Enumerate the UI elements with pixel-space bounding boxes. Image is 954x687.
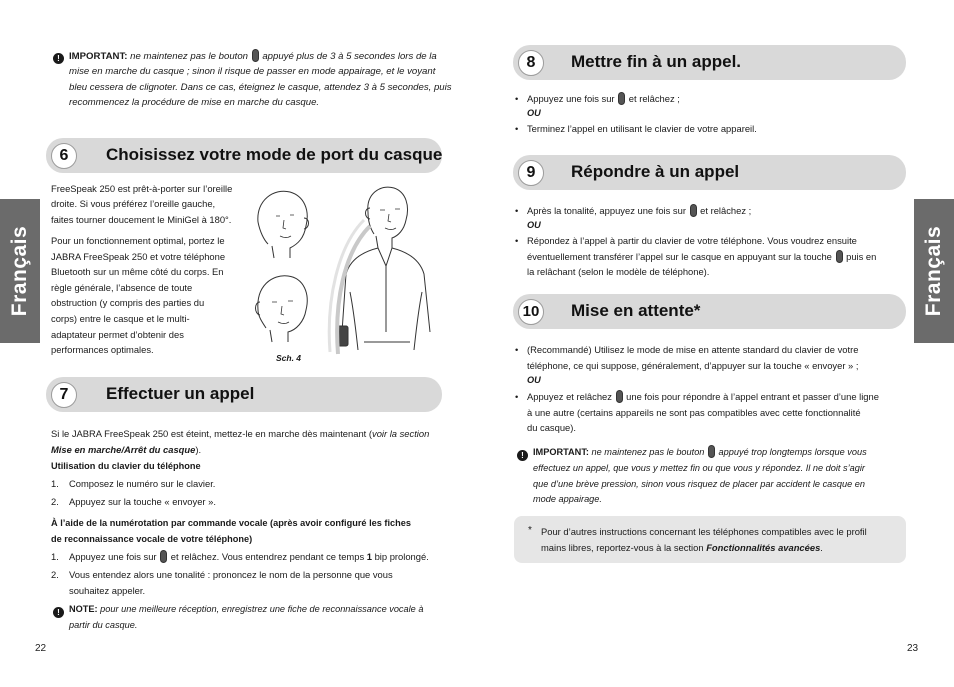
bullet-item: • Terminez l’appel en utilisant le clavier de votre appareil. bbox=[515, 123, 757, 134]
language-tab-right bbox=[914, 199, 954, 343]
headset-button-icon bbox=[618, 92, 625, 105]
footnote-box bbox=[514, 516, 906, 563]
section-10-header bbox=[513, 294, 906, 329]
section-7-header bbox=[46, 377, 442, 412]
section-number: 8 bbox=[518, 50, 544, 76]
bullet-item: • Appuyez une fois sur et relâchez ; bbox=[515, 93, 680, 104]
headset-button-icon bbox=[616, 390, 623, 403]
section-6-para-2: Pour un fonctionnement optimal, portez le JABRA FreeSpeak 250 et votre téléphone Bluetooth sur un même côté du corps. En règle générale, l’absence de toute obstruction (y compris des parties du corps) entre le casque et le multi- adaptateur permet d’obtenir des performances optimales. bbox=[51, 235, 226, 356]
section-title: Effectuer un appel bbox=[106, 384, 255, 403]
or-label: OU bbox=[527, 220, 541, 230]
footnote-text: Pour d’autres instructions concernant les téléphones compatibles avec le profil mains libres, reportez-vous à la section Fonctionnalités avancées. bbox=[541, 526, 867, 553]
subheading-voice-dial: À l’aide de la numérotation par commande vocale (après avoir configuré les fiches de reconnaissance vocale de votre téléphone) bbox=[51, 518, 411, 544]
step-item: 2. Vous entendez alors une tonalité : prononcez le nom de la personne que vous souhaitez appeler. bbox=[51, 569, 393, 596]
section-title: Mise en attente* bbox=[571, 301, 701, 320]
language-tab-label: Français bbox=[8, 225, 32, 317]
section-title: Mettre fin à un appel. bbox=[571, 52, 742, 71]
language-tab-label: Français bbox=[922, 225, 946, 317]
language-tab-left bbox=[0, 199, 40, 343]
section-9-header bbox=[513, 155, 906, 190]
step-item: 1. Composez le numéro sur le clavier. bbox=[51, 478, 216, 489]
bullet-item: • (Recommandé) Utilisez le mode de mise en attente standard du clavier de votre téléphone, ce qui suppose, généralement, d’appuyer sur la touche « envoyer » ; bbox=[515, 344, 859, 371]
step-item: 2. Appuyez sur la touche « envoyer ». bbox=[51, 496, 216, 507]
or-label: OU bbox=[527, 375, 541, 385]
headset-button-icon bbox=[836, 250, 843, 263]
bullet-item: • Après la tonalité, appuyez une fois sur et relâchez ; bbox=[515, 205, 752, 216]
section-6-header bbox=[46, 138, 442, 173]
section-number: 7 bbox=[51, 382, 77, 408]
bullet-item: • Appuyez et relâchez une fois pour répondre à l’appel entrant et passer d’une ligne à une autre (certains appareils ne sont pas compatibles avec cette fonctionnalité du casque). bbox=[515, 391, 879, 434]
important-intro: IMPORTANT: ne maintenez pas le bouton appuyé plus de 3 à 5 secondes lors de la mise en marche du casque ; sinon il risque de passer en mode appairage, et le voyant bleu cessera de clignoter. Dans ce cas, éteignez le casque, attendez 3 à 5 secondes, puis recommencez la procédure de mise en marche du casque. bbox=[69, 51, 452, 109]
section-title: Répondre à un appel bbox=[571, 162, 740, 181]
important-icon: ! bbox=[517, 447, 528, 462]
section-7-note: NOTE: pour une meilleure réception, enregistrez une fiche de reconnaissance vocale à partir du casque. bbox=[69, 604, 424, 630]
important-icon: ! bbox=[53, 50, 64, 65]
section-number: 10 bbox=[518, 299, 544, 325]
note-icon: ! bbox=[53, 604, 64, 619]
headset-button-icon bbox=[252, 49, 259, 62]
headset-button-icon bbox=[160, 550, 167, 563]
step-item: 1. Appuyez une fois sur et relâchez. Vous entendrez pendant ce temps 1 bip prolongé. bbox=[51, 551, 429, 562]
section-8-header bbox=[513, 45, 906, 80]
or-label: OU bbox=[527, 108, 541, 118]
figure-caption: Sch. 4 bbox=[276, 353, 302, 363]
section-number: 6 bbox=[51, 143, 77, 169]
section-number: 9 bbox=[518, 160, 544, 186]
important-label: IMPORTANT: bbox=[69, 51, 128, 62]
section-10-important: IMPORTANT: ne maintenez pas le bouton appuyé trop longtemps lorsque vous effectuez un appel, que vous y mettez fin ou que vous y répondez. Il ne doit s’agir que d’une brève pression, sinon vous risquez de placer par accident le casque en mode appairage. bbox=[533, 447, 867, 505]
section-6-para-1: FreeSpeak 250 est prêt-à-porter sur l’oreille droite. Si vous préférez l’oreille gauche, faites tourner doucement le MiniGel à 180°. bbox=[51, 183, 233, 225]
bullet-item: • Répondez à l’appel à partir du clavier de votre téléphone. Vous voudrez ensuite éventuellement transférer l’appel sur le casque en appuyant sur la touche puis en la relâchant (selon le modèle de téléphone). bbox=[515, 235, 877, 278]
page-number-left: 22 bbox=[35, 643, 47, 654]
headset-wearing-illustration bbox=[246, 182, 446, 368]
subheading-keypad: Utilisation du clavier du téléphone bbox=[51, 461, 201, 471]
headset-button-icon bbox=[708, 445, 715, 458]
section-7-intro: Si le JABRA FreeSpeak 250 est éteint, mettez-le en marche dès maintenant (voir la section Mise en marche/Arrêt du casque). bbox=[51, 428, 430, 455]
section-title: Choisissez votre mode de port du casque bbox=[106, 145, 443, 164]
page-number-right: 23 bbox=[907, 643, 919, 654]
section-reference-link[interactable]: Mise en marche/Arrêt du casque bbox=[51, 443, 196, 455]
footnote-star: * bbox=[528, 525, 532, 536]
headset-button-icon bbox=[690, 204, 697, 217]
advanced-features-link[interactable]: Fonctionnalités avancées bbox=[706, 541, 821, 553]
